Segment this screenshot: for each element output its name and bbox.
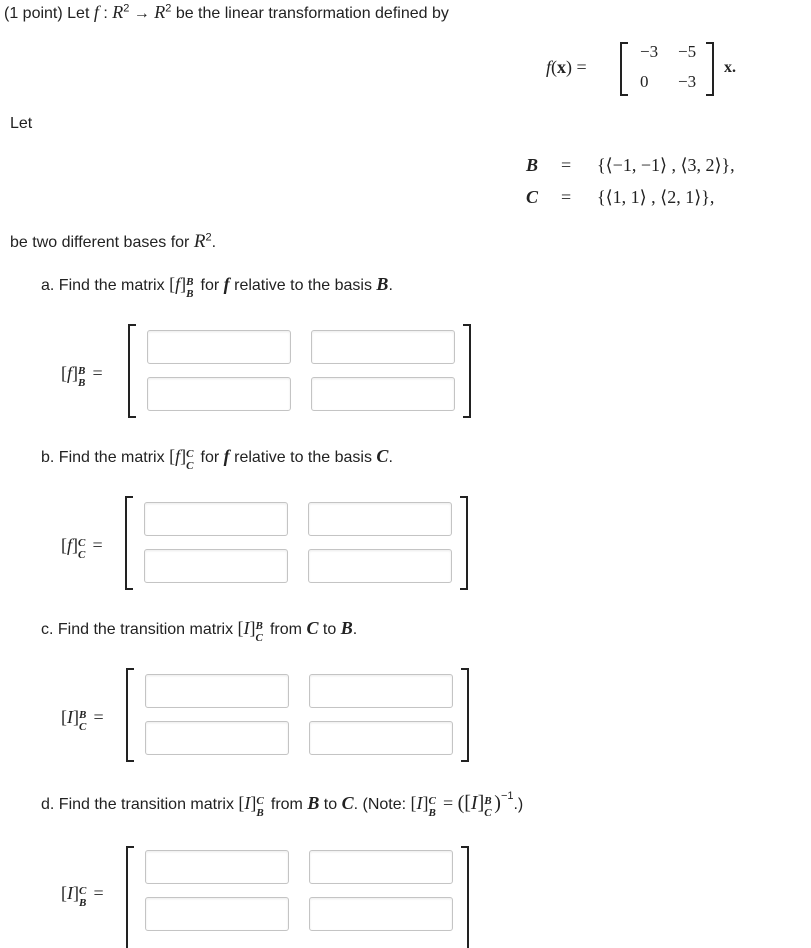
transform-right-bracket [706,42,714,96]
part-c-right-bracket [461,668,469,762]
transform-left-bracket [620,42,628,96]
part-b-lhs: [f] C C = [61,535,103,561]
let-label: Let [10,115,33,132]
transform-m12: −5 [678,42,697,61]
answer-a-r1c1[interactable] [147,330,291,364]
answer-b-r1c1[interactable] [144,502,288,536]
answer-c-r1c1[interactable] [145,674,289,708]
part-a-left-bracket [128,324,136,418]
answer-c-r2c1[interactable] [145,721,289,755]
basis-C-symbol: C [526,187,539,207]
problem-header: (1 point) Let f : $R^2 \to R^2$ be the linear transformation defined by [4,2,449,22]
part-c-prompt: c. Find the transition matrix [I] B C from C to B. [41,618,358,644]
answer-a-r2c2[interactable] [311,377,455,411]
bases-note: be two different bases for $R^2$. [10,231,217,252]
transform-vector: x. [724,59,736,76]
part-b-right-bracket [460,496,468,590]
answer-d-r1c1[interactable] [145,850,289,884]
answer-b-r1c2[interactable] [308,502,452,536]
part-c-left-bracket [126,668,134,762]
basis-B-symbol: B [526,155,539,175]
basis-C-set: {⟨1, 1⟩ , ⟨2, 1⟩}, [597,187,715,207]
transform-equation: f(x) = [546,57,587,77]
part-a-lhs: [f] B B = [61,363,103,389]
answer-c-r2c2[interactable] [309,721,453,755]
transform-m21: 0 [640,72,649,91]
answer-b-r2c1[interactable] [144,549,288,583]
part-c-lhs: [I] B C = [61,707,104,733]
basis-C-eq: = [561,187,572,207]
part-d-right-bracket [461,846,469,948]
answer-d-r2c2[interactable] [309,897,453,931]
basis-B-set: {⟨−1, −1⟩ , ⟨3, 2⟩}, [597,155,735,175]
basis-B-eq: = [561,155,572,175]
answer-b-r2c2[interactable] [308,549,452,583]
answer-a-r2c1[interactable] [147,377,291,411]
transform-m11: −3 [640,42,659,61]
part-b-left-bracket [125,496,133,590]
answer-a-r1c2[interactable] [311,330,455,364]
part-d-left-bracket [126,846,134,948]
answer-d-r2c1[interactable] [145,897,289,931]
part-d-lhs: [I] C B = [61,883,104,909]
transform-m22: −3 [678,72,697,91]
answer-d-r1c2[interactable] [309,850,453,884]
part-b-prompt: b. Find the matrix [f] C C for f relative to the basis C. [41,446,393,472]
answer-c-r1c2[interactable] [309,674,453,708]
part-a-prompt: a. Find the matrix [f] B B for f relative to the basis B. [41,274,393,300]
part-a-right-bracket [463,324,471,418]
part-d-prompt: d. Find the transition matrix [I] C B from B to C. (Note: [I] C B = ([I] B C )$^{-1}$.) [41,789,524,819]
